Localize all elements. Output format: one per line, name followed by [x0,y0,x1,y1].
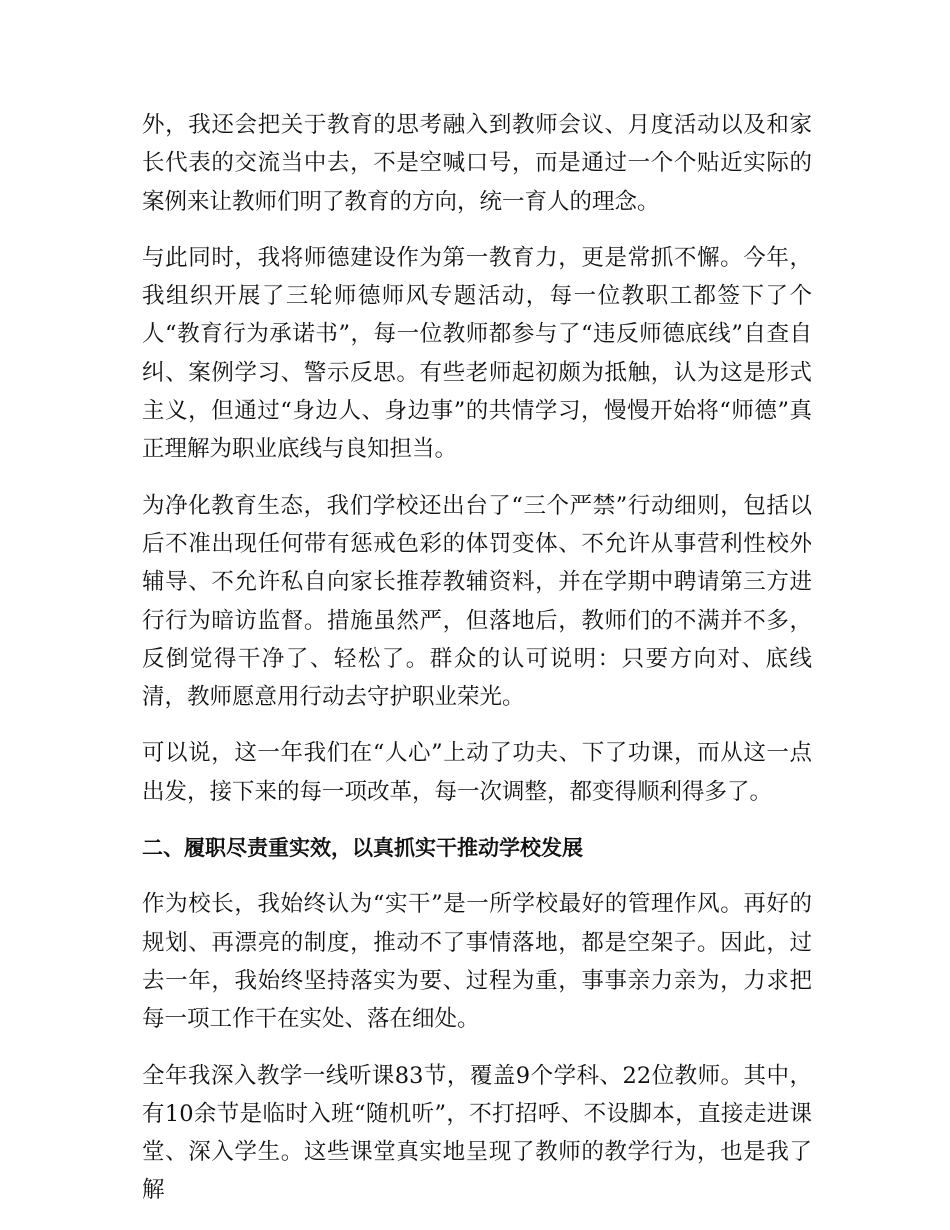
paragraph-hearts-summary: 可以说，这一年我们在“人心”上动了功夫、下了功课，而从这一点出发，接下来的每一项改革，每一次调整，都变得顺利得多了。 [142,740,812,805]
paragraph-three-prohibitions: 为净化教育生态，我们学校还出台了“三个严禁”行动细则，包括以后不准出现任何带有惩戒色彩的体罚变体、不允许从事营利性校外辅导、不允许私自向家长推荐教辅资料，并在学期中聘请第三方进行行为暗访监督。措施虽然严，但落地后，教师们的不满并不多，反倒觉得干净了、轻松了。群众的认可说明：只要方向对、底线清，教师愿意用行动去守护职业荣光。 [142,492,812,711]
paragraph-teacher-meetings: 外，我还会把关于教育的思考融入到教师会议、月度活动以及和家长代表的交流当中去，不是空喊口号，而是通过一个个贴近实际的案例来让教师们明了教育的方向，统一育人的理念。 [142,112,812,215]
paragraph-ethics-building: 与此同时，我将师德建设作为第一教育力，更是常抓不懈。今年，我组织开展了三轮师德师风专题活动，每一位教职工都签下了个人“教育行为承诺书”，每一位教师都参与了“违反师德底线”自查自纠、案例学习、警示反思。有些老师起初颇为抵触，认为这是形式主义，但通过“身边人、身边事”的共情学习，慢慢开始将“师德”真正理解为职业底线与良知担当。 [142,244,812,463]
document-body [142,106,812,1228]
section-heading: 二、履职尽责重实效，以真抓实干推动学校发展 [142,836,583,861]
paragraph-class-observation: 全年我深入教学一线听课83节，覆盖9个学科、22位教师。其中，有10余节是临时入班“随机听”，不打招呼、不设脚本，直接走进课堂、深入学生。这些课堂真实地呈现了教师的教学行为，也是我了解 [142,1062,812,1204]
paragraph-practical-work: 作为校长，我始终认为“实干”是一所学校最好的管理作风。再好的规划、再漂亮的制度，推动不了事情落地，都是空架子。因此，过去一年，我始终坚持落实为要、过程为重，事事亲力亲为，力求把每一项工作干在实处、落在细处。 [142,891,812,1033]
